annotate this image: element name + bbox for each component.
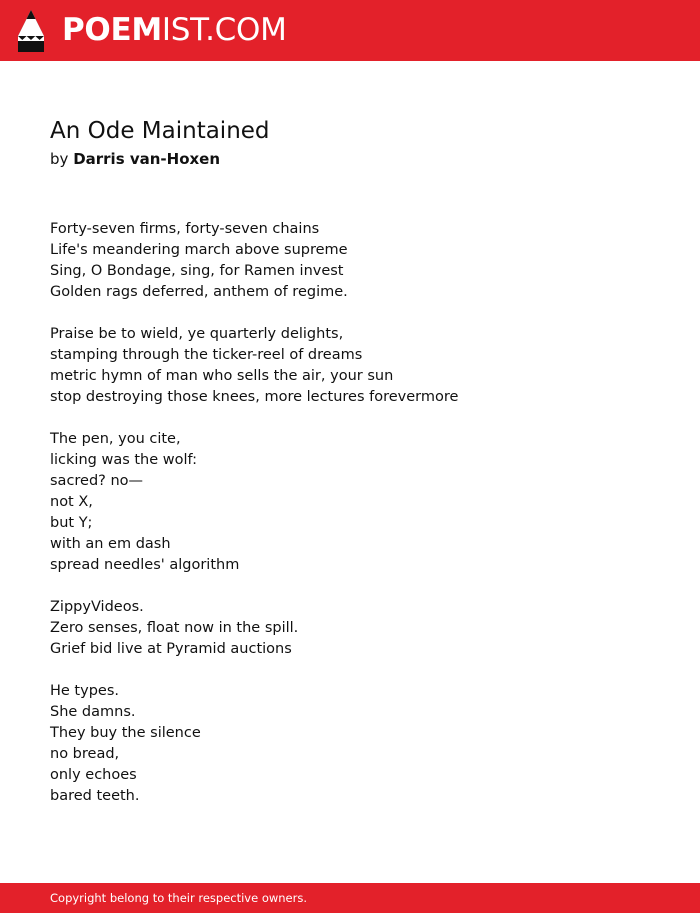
poem-line: stamping through the ticker-reel of dreams xyxy=(50,347,363,363)
poem-line: She damns. xyxy=(50,704,136,720)
logo-bold-text: POEM xyxy=(62,12,162,48)
poem-stanza xyxy=(50,597,670,660)
site-logo[interactable] xyxy=(62,12,287,48)
poem-line: no bread, xyxy=(50,746,120,762)
poem-line: stop destroying those knees, more lectures forevermore xyxy=(50,389,459,405)
poem-stanza xyxy=(50,429,670,576)
poem-line: Golden rags deferred, anthem of regime. xyxy=(50,284,348,300)
site-header xyxy=(0,0,700,61)
by-label: by xyxy=(50,150,69,168)
poem-line: ZippyVideos. xyxy=(50,599,144,615)
poem-stanza xyxy=(50,681,670,807)
poem-line: Grief bid live at Pyramid auctions xyxy=(50,641,292,657)
poem-line: The pen, you cite, xyxy=(50,431,181,447)
poem-line: metric hymn of man who sells the air, your sun xyxy=(50,368,394,384)
poem-title: An Ode Maintained xyxy=(50,118,270,144)
logo-light-text: IST.COM xyxy=(161,12,287,48)
poem-byline xyxy=(50,149,220,169)
poem-line: He types. xyxy=(50,683,119,699)
poem-line: They buy the silence xyxy=(50,725,201,741)
poem-author: Darris van-Hoxen xyxy=(73,150,221,168)
poem-line: spread needles' algorithm xyxy=(50,557,240,573)
poem-line: Sing, O Bondage, sing, for Ramen invest xyxy=(50,263,344,279)
poem-line: only echoes xyxy=(50,767,137,783)
poem-stanza xyxy=(50,219,670,303)
poem-line: not X, xyxy=(50,494,93,510)
poem-line: Life's meandering march above supreme xyxy=(50,242,348,258)
poem-line: licking was the wolf: xyxy=(50,452,198,468)
pencil-tip-icon[interactable] xyxy=(18,10,44,52)
poem-line: with an em dash xyxy=(50,536,171,552)
poem-line: Forty-seven firms, forty-seven chains xyxy=(50,221,320,237)
poem-line: Zero senses, float now in the spill. xyxy=(50,620,299,636)
site-footer xyxy=(0,883,700,913)
copyright-text: Copyright belong to their respective owners. xyxy=(50,891,308,905)
poem-stanza xyxy=(50,324,670,408)
poem-line: Praise be to wield, ye quarterly delights, xyxy=(50,326,344,342)
poem-line: bared teeth. xyxy=(50,788,140,804)
poem-line: but Y; xyxy=(50,515,93,531)
poem-body xyxy=(50,219,670,828)
poem-line: sacred? no— xyxy=(50,473,144,489)
